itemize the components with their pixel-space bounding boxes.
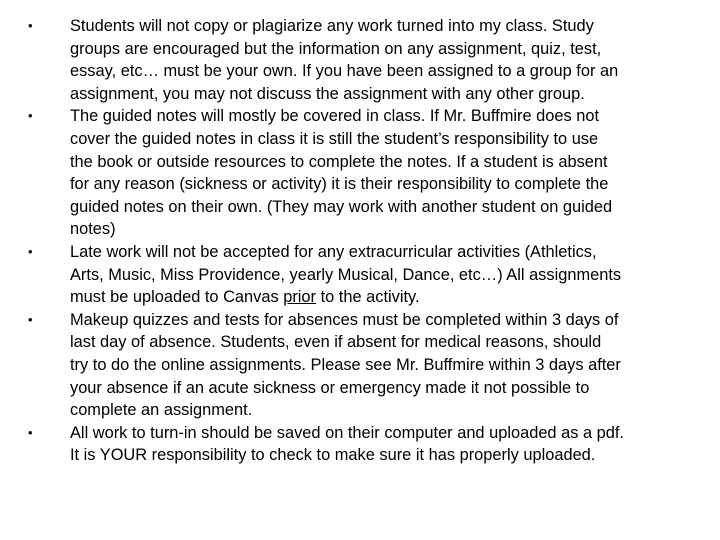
text-line: groups are encouraged but the information on any assignment, quiz, test,	[70, 39, 602, 58]
text-line: your absence if an acute sickness or emergency made it not possible to	[70, 378, 590, 397]
text-line: the book or outside resources to complete the notes. If a student is absent	[70, 152, 608, 171]
text-line: Late work will not be accepted for any extracurricular activities (Athletics,	[70, 242, 597, 261]
rule-late-work	[0, 241, 720, 309]
text-line: cover the guided notes in class it is still the student’s responsibility to use	[70, 129, 599, 148]
underlined-word: prior	[283, 288, 317, 307]
text-line: complete an assignment.	[70, 401, 253, 420]
rule-turn-in	[0, 422, 720, 467]
text-line: guided notes on their own. (They may work with another student on guided	[70, 197, 613, 216]
text-line: notes)	[70, 220, 116, 239]
bullet-icon: •	[28, 108, 33, 124]
text-line: try to do the online assignments. Please see Mr. Buffmire within 3 days after	[70, 355, 621, 374]
text-line: last day of absence. Students, even if absent for medical reasons, should	[70, 333, 602, 352]
text-line: Students will not copy or plagiarize any work turned into my class. Study	[70, 17, 594, 35]
rules-list	[0, 15, 720, 467]
text-line: assignment, you may not discuss the assignment with any other group.	[70, 84, 585, 103]
bullet-icon: •	[28, 424, 33, 440]
text-line: The guided notes will mostly be covered in class. If Mr. Buffmire does not	[70, 107, 599, 126]
text-line: for any reason (sickness or activity) it is their responsibility to complete the	[70, 175, 609, 194]
rule-plagiarism	[0, 15, 720, 105]
bullet-icon: •	[28, 243, 33, 259]
rule-guided-notes	[0, 105, 720, 241]
bullet-icon: •	[28, 18, 33, 33]
text-line: Makeup quizzes and tests for absences must be completed within 3 days of	[70, 310, 619, 329]
text-line: It is YOUR responsibility to check to make sure it has properly uploaded.	[70, 446, 596, 465]
rule-makeup	[0, 309, 720, 422]
text-line	[70, 286, 720, 309]
text-segment: to the activity.	[316, 288, 420, 307]
text-line: essay, etc… must be your own. If you have been assigned to a group for an	[70, 62, 619, 81]
text-segment: must be uploaded to Canvas	[70, 288, 284, 307]
text-line: All work to turn-in should be saved on their computer and uploaded as a pdf.	[70, 423, 624, 442]
text-line: Arts, Music, Miss Providence, yearly Musical, Dance, etc…) All assignments	[70, 265, 622, 284]
bullet-icon: •	[28, 311, 33, 327]
